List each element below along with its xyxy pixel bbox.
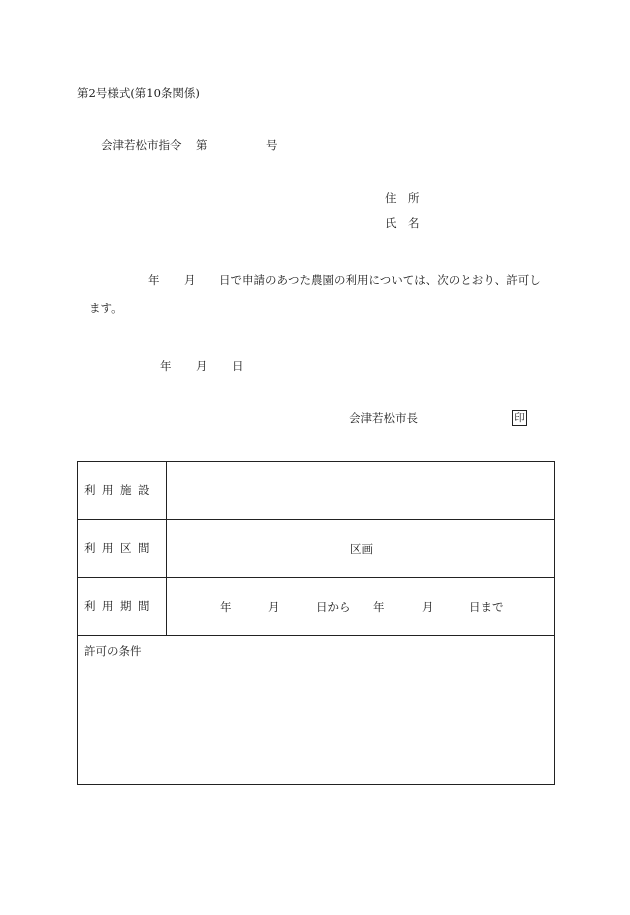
facility-value (167, 462, 554, 519)
body-line1: 日で申請のあつた農園の利用については、次のとおり、許可し (219, 273, 541, 287)
period-month-1: 月 (268, 600, 280, 614)
seal-mark: 印 (512, 410, 527, 426)
body-month: 月 (184, 273, 196, 287)
permit-table (77, 461, 555, 785)
date-day: 日 (232, 359, 244, 373)
table-row-section (78, 520, 554, 578)
section-label: 利用区間 (78, 520, 167, 577)
period-value-cell (167, 578, 554, 635)
period-year-2: 年 (373, 600, 385, 614)
section-value-cell (167, 520, 554, 577)
name-label: 氏 名 (385, 216, 420, 230)
period-label: 利用期間 (78, 578, 167, 635)
date-month: 月 (196, 359, 208, 373)
facility-label: 利用施設 (78, 462, 167, 519)
form-number: 第2号様式(第10条関係) (77, 86, 200, 100)
period-to: 日まで (469, 600, 504, 614)
conditions-cell (78, 636, 554, 784)
order-go: 号 (266, 138, 278, 152)
order-prefix: 会津若松市指令 (101, 138, 182, 152)
period-month-2: 月 (422, 600, 434, 614)
table-row-period (78, 578, 554, 636)
date-year: 年 (160, 359, 172, 373)
body-line2: ます。 (89, 301, 123, 315)
period-year-1: 年 (220, 600, 232, 614)
seal-mark-wrap (512, 410, 527, 426)
period-from: 日から (316, 600, 351, 614)
issuer-title: 会津若松市長 (349, 411, 418, 425)
section-value: 区画 (350, 542, 373, 556)
order-dai: 第 (196, 138, 208, 152)
address-label: 住 所 (385, 191, 420, 205)
conditions-label: 許可の条件 (84, 644, 142, 658)
body-year: 年 (148, 273, 160, 287)
table-row-facility (78, 462, 554, 520)
